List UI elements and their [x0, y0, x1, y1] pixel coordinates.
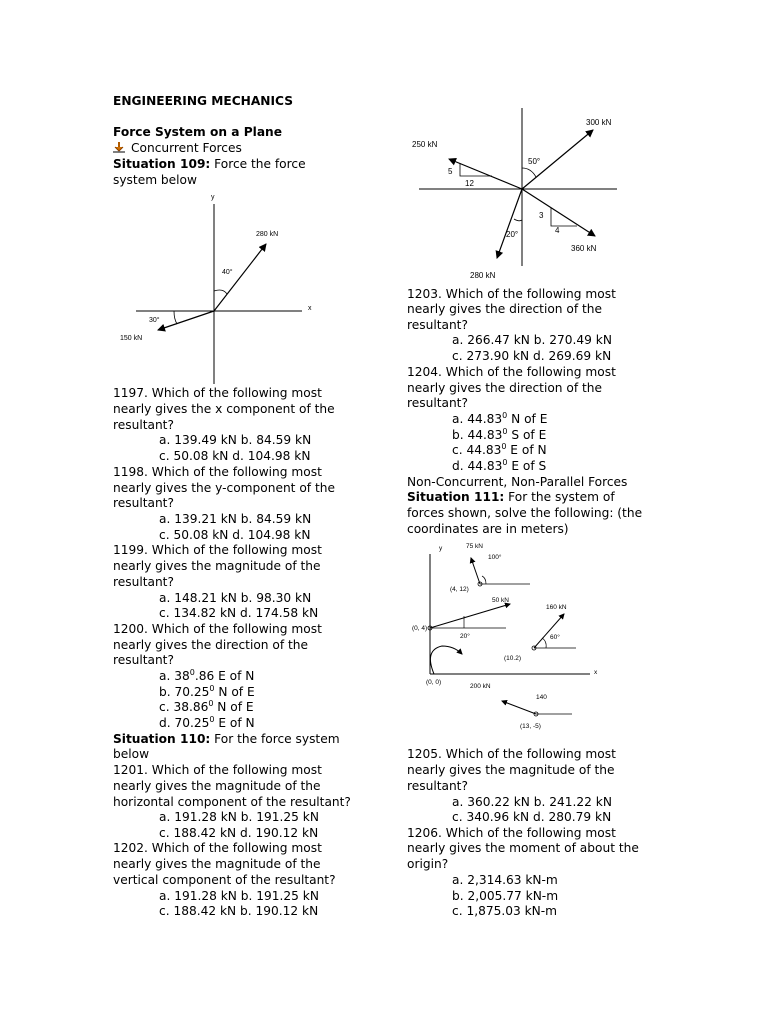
- question-1202: 1202. Which of the following most: [113, 841, 322, 855]
- force-75-label: 75 kN: [466, 543, 483, 550]
- force-50-arrow: [430, 604, 510, 628]
- situation-text-2: below: [113, 747, 150, 761]
- answer-options: a. 191.28 kN b. 191.25 kN: [159, 810, 319, 824]
- angle-100-label: 100°: [488, 554, 502, 561]
- force-160-label: 160 kN: [546, 604, 567, 611]
- force-140-label: 140: [536, 694, 547, 701]
- situation-text: Force the force: [210, 157, 306, 171]
- bullet-text: Concurrent Forces: [131, 141, 242, 155]
- answer-option-d: d. 44.83$^0$ E of S: [452, 457, 547, 473]
- answer-option-d: d. 70.25$^0$ E of N: [159, 714, 255, 730]
- question-text: nearly gives the magnitude of the: [407, 763, 615, 777]
- force-160-arrow: [534, 614, 564, 648]
- situation-label: Situation 110:: [113, 732, 211, 746]
- situation-text-2: system below: [113, 173, 197, 187]
- situation-text: For the force system: [210, 732, 340, 746]
- answer-options: c. 340.96 kN d. 280.79 kN: [452, 810, 612, 824]
- angle-20-label: 20°: [506, 230, 519, 239]
- answer-option-b: b. 44.83$^0$ S of E: [452, 426, 547, 442]
- angle-30-label: 30°: [149, 317, 160, 324]
- question-1203: 1203. Which of the following most: [407, 287, 616, 301]
- force-360-label: 360 kN: [571, 244, 597, 253]
- answer-options: c. 50.08 kN d. 104.98 kN: [159, 449, 311, 463]
- question-text: nearly gives the direction of the: [113, 638, 309, 652]
- question-text: origin?: [407, 857, 449, 871]
- answer-option-b: b. 2,005.77 kN-m: [452, 889, 559, 903]
- answer-options: c. 188.42 kN d. 190.12 kN: [159, 826, 319, 840]
- slope-label-5: 5: [448, 167, 453, 176]
- section-heading: Force System on a Plane: [113, 125, 282, 139]
- question-text: nearly gives the magnitude of the: [113, 857, 321, 871]
- answer-option-a: a. 2,314.63 kN-m: [452, 873, 558, 887]
- question-1200: 1200. Which of the following most: [113, 622, 322, 636]
- force-140-arrow: [502, 701, 536, 714]
- slope-label-12: 12: [465, 179, 474, 188]
- question-1197: 1197. Which of the following most: [113, 386, 322, 400]
- answer-options: a. 139.49 kN b. 84.59 kN: [159, 433, 312, 447]
- angle-40-arc: [214, 290, 227, 294]
- force-250-label: 250 kN: [412, 140, 438, 149]
- moment-200-arrow: [430, 646, 462, 674]
- question-1198: 1198. Which of the following most: [113, 465, 322, 479]
- question-1199: 1199. Which of the following most: [113, 543, 322, 557]
- x-axis-label: x: [308, 305, 312, 312]
- slope-label-3: 3: [539, 211, 544, 220]
- answer-option-c: c. 38.86$^0$ N of E: [159, 698, 254, 714]
- point-4-12-label: (4, 12): [450, 586, 469, 593]
- answer-options: a. 360.22 kN b. 241.22 kN: [452, 795, 612, 809]
- angle-40-label: 40°: [222, 269, 233, 276]
- force-280-label: 280 kN: [470, 271, 496, 280]
- answer-option-c: c. 44.83$^0$ E of N: [452, 441, 547, 457]
- answer-options: c. 50.08 kN d. 104.98 kN: [159, 528, 311, 542]
- figure-110: [405, 104, 635, 284]
- question-text: vertical component of the resultant?: [113, 873, 336, 887]
- question-1201: 1201. Which of the following most: [113, 763, 322, 777]
- situation-109: [113, 157, 306, 173]
- force-280-arrow: [497, 189, 522, 258]
- figure-109: [110, 188, 320, 388]
- force-300-label: 300 kN: [586, 118, 612, 127]
- question-text: nearly gives the direction of the: [407, 302, 603, 316]
- answer-options: a. 139.21 kN b. 84.59 kN: [159, 512, 312, 526]
- question-1204: 1204. Which of the following most: [407, 365, 616, 379]
- situation-text: coordinates are in meters): [407, 522, 569, 536]
- answer-options: c. 188.42 kN b. 190.12 kN: [159, 904, 319, 918]
- situation-label: Situation 109:: [113, 157, 211, 171]
- answer-options: a. 191.28 kN b. 191.25 kN: [159, 889, 319, 903]
- question-text: resultant?: [407, 318, 468, 332]
- y-axis-label: y: [211, 194, 215, 201]
- situation-110: [113, 732, 340, 748]
- bullet-icon: [113, 142, 125, 153]
- question-1205: 1205. Which of the following most: [407, 747, 616, 761]
- angle-30-arc: [174, 311, 177, 324]
- answer-options: a. 266.47 kN b. 270.49 kN: [452, 333, 612, 347]
- angle-50-label: 50°: [528, 157, 541, 166]
- force-280-arrow: [214, 244, 266, 311]
- situation-111: [407, 490, 615, 506]
- point-10-2-label: (10.2): [504, 655, 521, 662]
- question-text: nearly gives the magnitude of the: [113, 559, 321, 573]
- question-text: nearly gives the x component of the: [113, 402, 335, 416]
- figure-111: [408, 538, 608, 738]
- answer-options: c. 273.90 kN d. 269.69 kN: [452, 349, 612, 363]
- question-text: horizontal component of the resultant?: [113, 795, 351, 809]
- question-text: resultant?: [113, 575, 174, 589]
- answer-option-b: b. 70.25$^0$ N of E: [159, 683, 255, 699]
- situation-label: Situation 111:: [407, 490, 505, 504]
- answer-option-a: a. 44.83$^0$ N of E: [452, 410, 548, 426]
- angle-100-arc: [482, 576, 486, 584]
- question-text: nearly gives the moment of about the: [407, 841, 639, 855]
- y-axis-label: y: [439, 545, 443, 552]
- answer-option-a: a. $38^0.86$ E of N: [159, 667, 255, 683]
- question-1206: 1206. Which of the following most: [407, 826, 616, 840]
- force-150-label: 150 kN: [120, 335, 143, 342]
- force-280-label: 280 kN: [256, 231, 279, 238]
- question-text: resultant?: [407, 779, 468, 793]
- force-75-arrow: [471, 558, 480, 584]
- force-50-label: 50 kN: [492, 597, 509, 604]
- angle-20-arc: [514, 219, 522, 221]
- answer-options: a. 148.21 kN b. 98.30 kN: [159, 591, 312, 605]
- moment-200-label: 200 kN: [470, 683, 491, 690]
- bullet-item: [113, 141, 242, 157]
- slope-label-4: 4: [555, 226, 560, 235]
- question-text: nearly gives the direction of the: [407, 381, 603, 395]
- answer-options: c. 134.82 kN d. 174.58 kN: [159, 606, 319, 620]
- point-0-0-label: (0, 0): [426, 679, 442, 686]
- situation-text: For the system of: [504, 490, 615, 504]
- point-13-neg5-label: (13, -5): [520, 723, 541, 730]
- angle-60-arc: [542, 638, 546, 648]
- question-text: resultant?: [113, 418, 174, 432]
- subsection-heading: Non-Concurrent, Non-Parallel Forces: [407, 475, 628, 489]
- angle-60-label: 60°: [550, 634, 560, 641]
- question-text: resultant?: [407, 396, 468, 410]
- question-text: nearly gives the magnitude of the: [113, 779, 321, 793]
- force-150-arrow: [158, 311, 214, 330]
- x-axis-label: x: [594, 669, 598, 676]
- question-text: resultant?: [113, 496, 174, 510]
- answer-option-c: c. 1,875.03 kN-m: [452, 904, 558, 918]
- point-0-4-label: (0, 4): [412, 625, 428, 632]
- angle-20-label: 20°: [460, 633, 470, 640]
- question-text: nearly gives the y-component of the: [113, 481, 335, 495]
- question-text: resultant?: [113, 653, 174, 667]
- angle-50-arc: [522, 168, 536, 177]
- situation-text: forces shown, solve the following: (the: [407, 506, 643, 520]
- document-title: ENGINEERING MECHANICS: [113, 94, 293, 108]
